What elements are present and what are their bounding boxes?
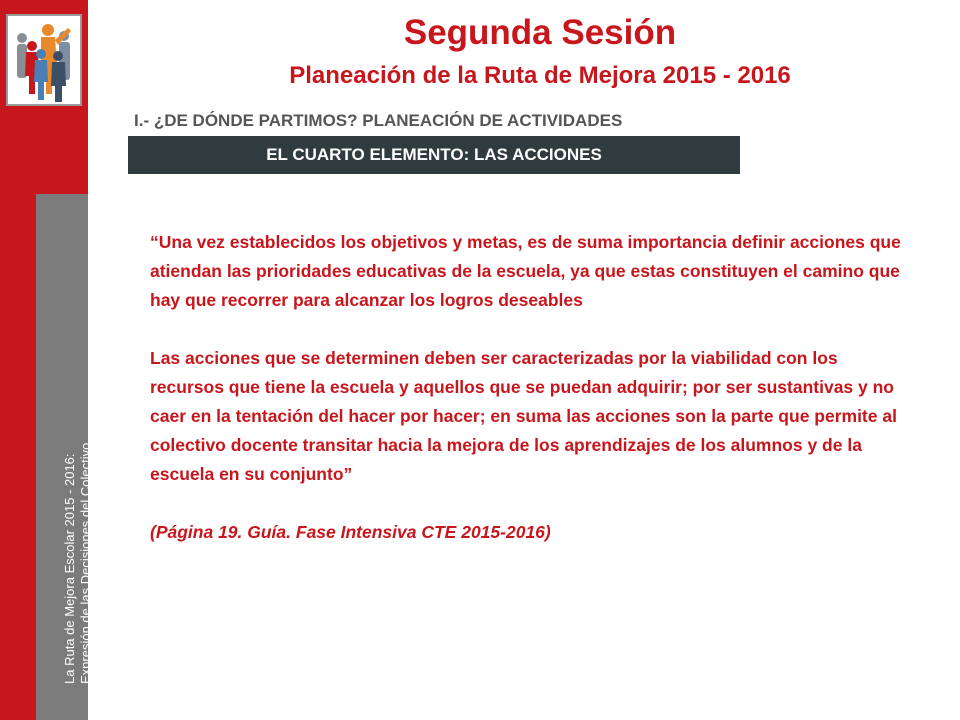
section-heading: I.- ¿DE DÓNDE PARTIMOS? PLANEACIÓN DE ACTIVIDADES	[134, 111, 623, 130]
page-subtitle: Planeación de la Ruta de Mejora 2015 - 2016	[289, 62, 791, 89]
logo	[6, 14, 82, 106]
sidebar-caption-line2: Expresión de las Decisiones del Colectivo	[78, 442, 93, 684]
quote-citation: (Página 19. Guía. Fase Intensiva CTE 2015-2016)	[150, 522, 551, 542]
section-banner	[128, 136, 740, 174]
page-title: Segunda Sesión	[403, 13, 677, 52]
quote-paragraph-1: “Una vez establecidos los objetivos y metas, es de suma importancia definir acciones que atiendan las prioridades educativas de la escuela, ya que estas constituyen el camino que hay que recorrer para alcanzar los logros deseables	[150, 232, 901, 310]
quote-block	[150, 228, 910, 547]
section-banner-label: EL CUARTO ELEMENTO: LAS ACCIONES	[266, 145, 602, 164]
quote-paragraph-2: Las acciones que se determinen deben ser caracterizadas por la viabilidad con los recursos que tiene la escuela y aquellos que se puedan adquirir; por ser sustantivas y no caer en la tentación del hacer por hacer; en suma las acciones son la parte que permite al colectivo docente transitar hacia la mejora de los aprendizajes de los alumnos y de la escuela en su conjunto”	[150, 348, 897, 484]
sidebar-vertical-caption	[62, 339, 94, 684]
people-group-logo-icon	[8, 16, 80, 104]
sidebar-caption-line1: La Ruta de Mejora Escolar 2015 - 2016:	[62, 453, 77, 684]
